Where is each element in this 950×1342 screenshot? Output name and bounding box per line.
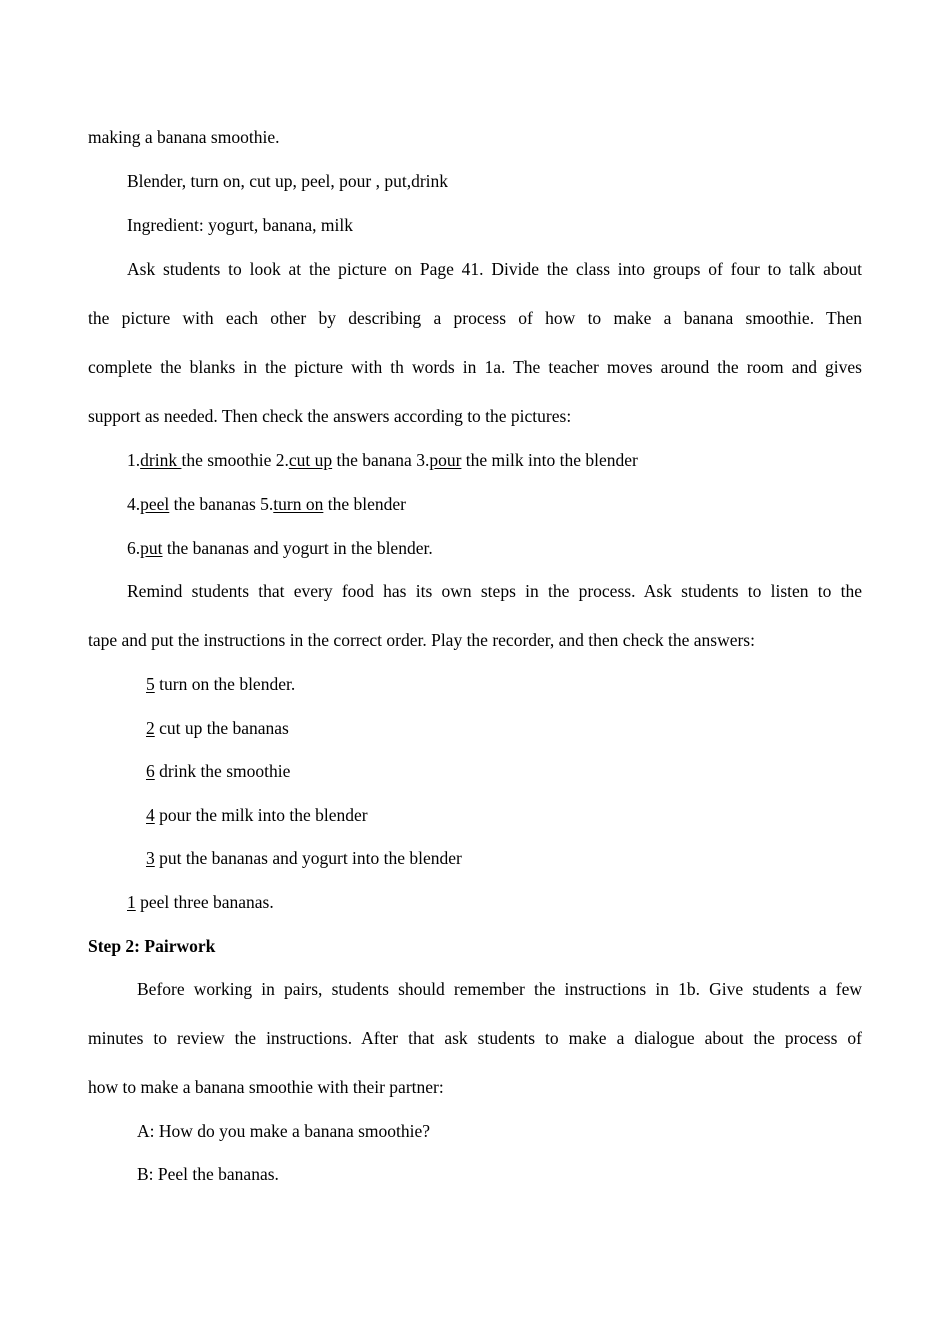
order-number: 4 <box>146 805 155 825</box>
answer-text: the banana <box>332 450 417 470</box>
para3-line-2: minutes to review the instructions. After that ask students to make a dialogue about the process of <box>88 1028 862 1048</box>
answer-number: 3. <box>416 450 430 470</box>
dialogue-line-a: A: How do you make a banana smoothie? <box>137 1121 431 1141</box>
intro-line: making a banana smoothie. <box>88 127 280 147</box>
step2-heading-text: Step 2: Pairwork <box>88 936 216 956</box>
answer-line-3 <box>127 537 433 559</box>
answer-number: 4. <box>127 494 141 514</box>
answer-word: pour <box>429 450 462 470</box>
answer-line-2 <box>127 493 406 515</box>
vocab-line: Blender, turn on, cut up, peel, pour , put,drink <box>127 171 449 191</box>
answer-number: 6. <box>127 538 141 558</box>
answer-number: 2. <box>275 450 289 470</box>
para3-line-3: how to make a banana smoothie with their partner: <box>88 1077 444 1097</box>
para1-line-4: support as needed. Then check the answers according to the pictures: <box>88 406 572 426</box>
order-number: 5 <box>146 674 155 694</box>
para1-line-2: the picture with each other by describing a process of how to make a banana smoothie. Then <box>88 308 862 328</box>
answer-text: the milk into the blender <box>461 450 638 470</box>
answer-text: the bananas and yogurt in the blender. <box>162 538 433 558</box>
para2-line-1: Remind students that every food has its own steps in the process. Ask students to listen to the <box>127 581 862 601</box>
answer-word: turn on <box>273 494 324 514</box>
order-number: 3 <box>146 848 155 868</box>
answer-word: drink <box>140 450 182 470</box>
order-text: pour the milk into the blender <box>154 805 368 825</box>
dialogue-line-b: B: Peel the bananas. <box>137 1164 279 1184</box>
answer-line-1 <box>127 449 638 471</box>
answer-word: put <box>140 538 163 558</box>
answer-word: cut up <box>288 450 333 470</box>
answer-text: the smoothie <box>181 450 276 470</box>
answer-text: the blender <box>323 494 406 514</box>
order-text: turn on the blender. <box>154 674 296 694</box>
order-text: drink the smoothie <box>154 761 291 781</box>
para1-line-3: complete the blanks in the picture with th words in 1a. The teacher moves around the room and gives <box>88 357 862 377</box>
answer-word: peel <box>140 494 170 514</box>
answer-number: 5. <box>260 494 274 514</box>
order-text: peel three bananas. <box>135 892 274 912</box>
step2-heading <box>88 935 215 957</box>
order-number: 2 <box>146 718 155 738</box>
order-text: put the bananas and yogurt into the blender <box>154 848 462 868</box>
answer-text: the bananas <box>169 494 261 514</box>
answer-number: 1. <box>127 450 141 470</box>
order-number: 1 <box>127 892 136 912</box>
para3-line-1: Before working in pairs, students should remember the instructions in 1b. Give students a few <box>137 979 862 999</box>
order-item <box>146 717 289 739</box>
para1-line-1: Ask students to look at the picture on Page 41. Divide the class into groups of four to talk about <box>127 259 862 279</box>
order-item <box>146 673 295 695</box>
order-item <box>127 891 274 913</box>
order-item <box>146 760 290 782</box>
order-number: 6 <box>146 761 155 781</box>
order-item <box>146 847 462 869</box>
ingredients-line: Ingredient: yogurt, banana, milk <box>127 215 353 235</box>
para2-line-2: tape and put the instructions in the correct order. Play the recorder, and then check the answers: <box>88 630 755 650</box>
order-text: cut up the bananas <box>154 718 289 738</box>
order-item <box>146 804 368 826</box>
